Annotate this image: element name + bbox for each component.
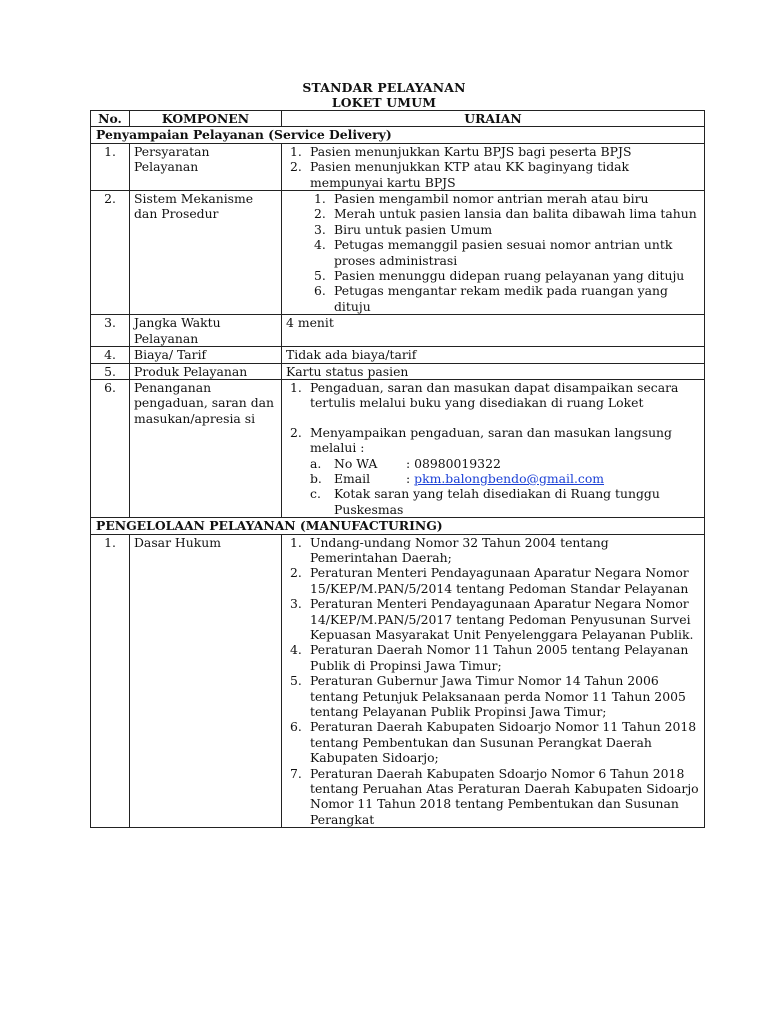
list-item: 4. Petugas memanggil pasien sesuai nomor antrian untk proses administrasi	[314, 237, 673, 268]
row-uraian	[282, 534, 705, 828]
list-item: 3. Biru untuk pasien Umum	[314, 221, 493, 237]
row-komponen: Biaya/ Tarif	[130, 347, 282, 363]
table-row	[91, 379, 705, 517]
table-row	[91, 143, 705, 190]
numbered-list	[286, 535, 700, 828]
numbered-list	[286, 191, 700, 314]
doc-title: STANDAR PELAYANAN	[302, 80, 466, 95]
list-item: 2. Merah untuk pasien lansia dan balita dibawah lima tahun	[314, 206, 697, 222]
list-item: 5. Peraturan Gubernur Jawa Timur Nomor 14 Tahun 2006 tentang Petunjuk Pelaksanaan perda Nomor 11 Tahun 2005 tentang Pelayanan Publik Propinsi Jawa Timur;	[290, 673, 686, 720]
row-uraian	[282, 143, 705, 190]
row-uraian: Tidak ada biaya/tarif	[282, 347, 705, 363]
list-item: 6. Peraturan Daerah Kabupaten Sidoarjo Nomor 11 Tahun 2018 tentang Pembentukan dan Susunan Perangkat Daerah Kabupaten Sidoarjo;	[290, 719, 697, 766]
list-item: 1. Pengaduan, saran dan masukan dapat disampaikan secara tertulis melalui buku yang disediakan di ruang Loket	[290, 379, 679, 411]
numbered-list	[286, 425, 700, 456]
contact-email: b. Email : pkm.balongbendo@gmail.com	[310, 470, 605, 486]
list-item: 2. Pasien menunjukkan KTP atau KK baginyang tidak mempunyai kartu BPJS	[290, 159, 630, 190]
list-item: 4. Peraturan Daerah Nomor 11 Tahun 2005 tentang Pelayanan Publik di Propinsi Jawa Timur;	[290, 642, 689, 673]
section-row-manufacturing	[91, 518, 705, 534]
row-komponen: Produk Pelayanan	[130, 363, 282, 379]
table-row	[91, 191, 705, 315]
list-item: 2. Menyampaikan pengaduan, saran dan masukan langsung melalui :	[290, 424, 672, 456]
list-item: 1. Undang-undang Nomor 32 Tahun 2004 tentang Pemerintahan Daerah;	[290, 534, 609, 565]
section-title: PENGELOLAAN PELAYANAN (MANUFACTURING)	[91, 518, 705, 534]
list-item: 6. Petugas mengantar rekam medik pada ruangan yang dituju	[314, 283, 668, 314]
contact-wa: a. No WA : 08980019322	[310, 455, 501, 471]
table-row	[91, 534, 705, 828]
numbered-list	[286, 144, 700, 190]
list-item: 2. Peraturan Menteri Pendayagunaan Aparatur Negara Nomor 15/KEP/M.PAN/5/2014 tentang Pedoman Standar Pelayanan	[290, 565, 689, 596]
header-no: No.	[91, 111, 130, 127]
row-uraian: Kartu status pasien	[282, 363, 705, 379]
section-row-service-delivery	[91, 127, 705, 143]
row-komponen: Jangka Waktu Pelayanan	[130, 315, 282, 347]
row-uraian	[282, 191, 705, 315]
table-header-row	[91, 111, 705, 127]
list-item: 3. Peraturan Menteri Pendayagunaan Aparatur Negara Nomor 14/KEP/M.PAN/5/2017 tentang Pedoman Penyusunan Survei Kepuasan Masyarakat Unit Penyelenggara Pelayanan Publik.	[290, 596, 694, 642]
table-row	[91, 347, 705, 363]
header-komponen: KOMPONEN	[130, 111, 282, 127]
contact-sublist	[286, 456, 700, 518]
list-item: 1. Pasien menunjukkan Kartu BPJS bagi peserta BPJS	[290, 143, 632, 159]
row-number: 3.	[91, 315, 130, 347]
table-row	[91, 315, 705, 347]
row-uraian	[282, 379, 705, 517]
row-number: 1.	[91, 143, 130, 190]
list-item: 7. Peraturan Daerah Kabupaten Sdoarjo Nomor 6 Tahun 2018 tentang Peruahan Atas Peraturan Daerah Kabupaten Sidoarjo Nomor 11 Tahun 2018 tentang Pembentukan dan Susunan Perangkat	[290, 765, 699, 827]
table-row	[91, 363, 705, 379]
header-uraian: URAIAN	[282, 111, 705, 127]
row-number: 1.	[91, 534, 130, 828]
service-standard-table	[90, 110, 705, 828]
row-number: 4.	[91, 347, 130, 363]
row-komponen: Persyaratan Pelayanan	[130, 143, 282, 190]
row-komponen: Sistem Mekanisme dan Prosedur	[130, 191, 282, 315]
email-link[interactable]: pkm.balongbendo@gmail.com	[414, 470, 605, 486]
row-number: 2.	[91, 191, 130, 315]
list-item: 5. Pasien menunggu didepan ruang pelayanan yang dituju	[314, 268, 685, 284]
row-number: 5.	[91, 363, 130, 379]
row-uraian: 4 menit	[282, 315, 705, 347]
row-komponen: Penanganan pengaduan, saran dan masukan/apresia si	[130, 379, 282, 517]
doc-subtitle: LOKET UMUM	[331, 95, 437, 110]
list-item: 1. Pasien mengambil nomor antrian merah atau biru	[314, 191, 649, 207]
row-number: 6.	[91, 379, 130, 517]
numbered-list	[286, 380, 700, 411]
section-title: Penyampaian Pelayanan (Service Delivery)	[91, 127, 705, 143]
contact-kotak-saran: c. Kotak saran yang telah disediakan di Ruang tunggu Puskesmas	[310, 486, 660, 517]
row-komponen: Dasar Hukum	[130, 534, 282, 828]
